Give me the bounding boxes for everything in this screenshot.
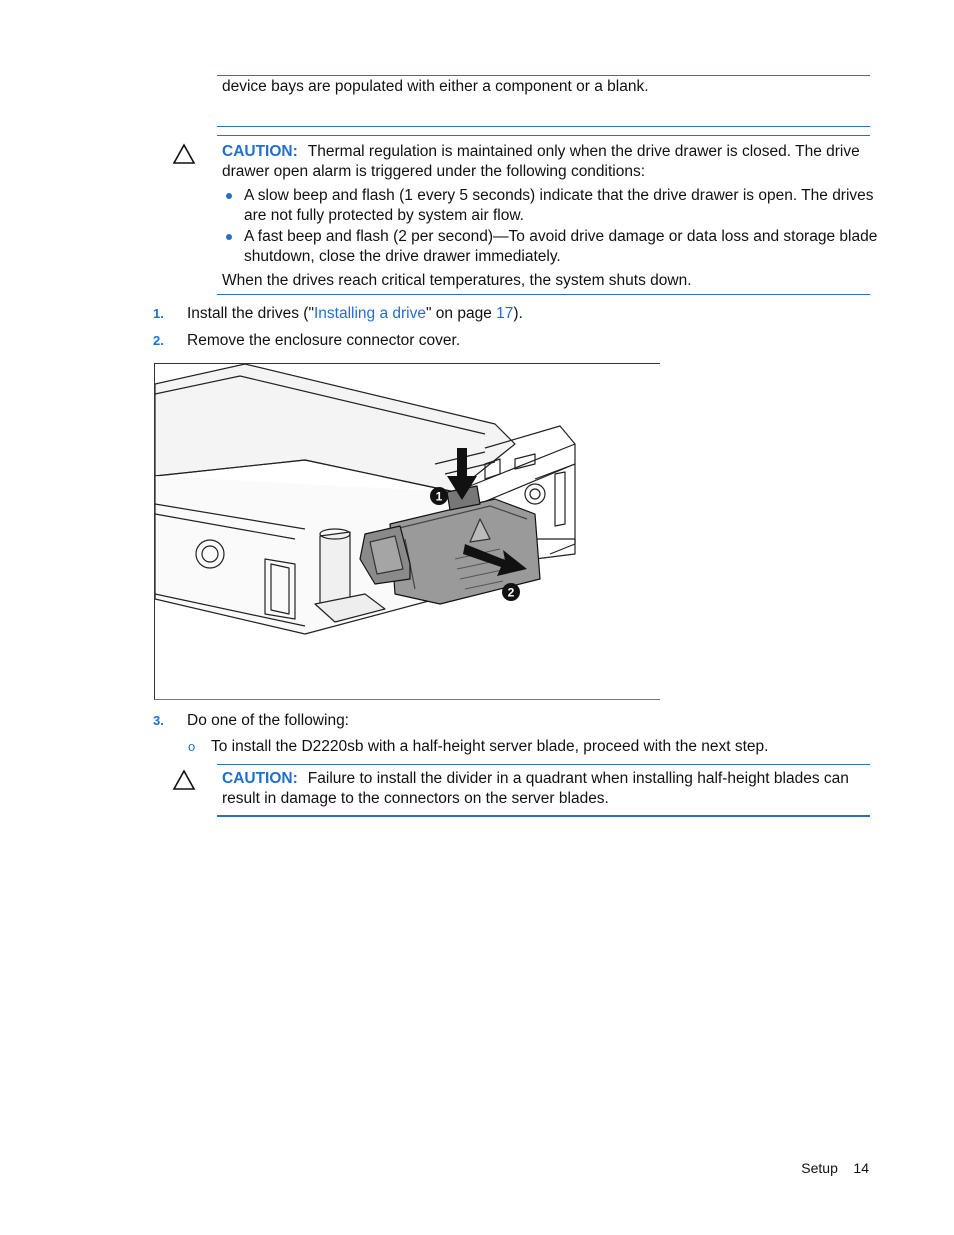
substep-marker: o — [188, 739, 196, 754]
callout-2-label: 2 — [507, 585, 515, 600]
bullet-icon — [226, 234, 232, 240]
installing-a-drive-link[interactable]: Installing a drive — [313, 305, 426, 322]
caution1-text-line1: Thermal regulation is maintained only when the drive drawer is closed. The drive — [307, 143, 860, 160]
caution2-label: CAUTION: — [222, 770, 298, 787]
caution1-bullet1-line1: A slow beep and flash (1 every 5 seconds) indicate that the drive drawer is open. The drives — [244, 187, 874, 204]
caution1-closing: When the drives reach critical temperatures, the system shuts down. — [222, 272, 692, 289]
caution1-bullet2-line2: shutdown, close the drive drawer immediately. — [244, 248, 561, 265]
step1-mid: " on page — [425, 305, 497, 322]
note-top-rule — [217, 75, 870, 76]
caution2-bottom-rule — [217, 815, 870, 817]
caution1-top-rule-b — [217, 135, 870, 136]
caution1-bottom-rule — [217, 294, 870, 295]
enclosure-connector-cover-figure — [154, 363, 660, 700]
drive-blade-illustration — [155, 364, 660, 700]
footer-page-number: 14 — [853, 1160, 869, 1176]
caution1-bullet2-line1: A fast beep and flash (2 per second)—To avoid drive damage or data loss and storage blade — [244, 228, 878, 245]
step2-text: Remove the enclosure connector cover. — [187, 332, 461, 349]
step2-number: 2. — [153, 333, 164, 348]
step1-number: 1. — [153, 306, 164, 321]
caution-triangle-icon — [172, 143, 196, 165]
caution2-text-line2: result in damage to the connectors on the server blades. — [222, 790, 609, 807]
caution1-top-rule-a — [217, 126, 870, 127]
caution1-label: CAUTION: — [222, 143, 298, 160]
callout-1-label: 1 — [435, 489, 443, 504]
step1-text — [187, 304, 523, 324]
caution-triangle-icon — [172, 769, 196, 791]
step1-post: ). — [513, 305, 523, 322]
caution1-text-line2: drawer open alarm is triggered under the following conditions: — [222, 163, 646, 180]
caution1-bullet1-line2: are not fully protected by system air flow. — [244, 207, 524, 224]
substep-text: To install the D2220sb with a half-height server blade, proceed with the next step. — [211, 738, 769, 755]
note-continuation: device bays are populated with either a component or a blank. — [222, 78, 649, 95]
caution2-top-rule — [217, 764, 870, 765]
bullet-icon — [226, 193, 232, 199]
step3-number: 3. — [153, 713, 164, 728]
step1-pre: Install the drives (" — [187, 305, 314, 322]
caution2-line1 — [222, 769, 849, 789]
page-17-link[interactable]: 17 — [496, 305, 514, 322]
page-footer — [801, 1158, 869, 1178]
caution1-line1 — [222, 142, 860, 162]
caution2-text-line1: Failure to install the divider in a quadrant when installing half-height blades can — [307, 770, 849, 787]
footer-section: Setup — [801, 1160, 838, 1176]
step3-text: Do one of the following: — [187, 712, 349, 729]
